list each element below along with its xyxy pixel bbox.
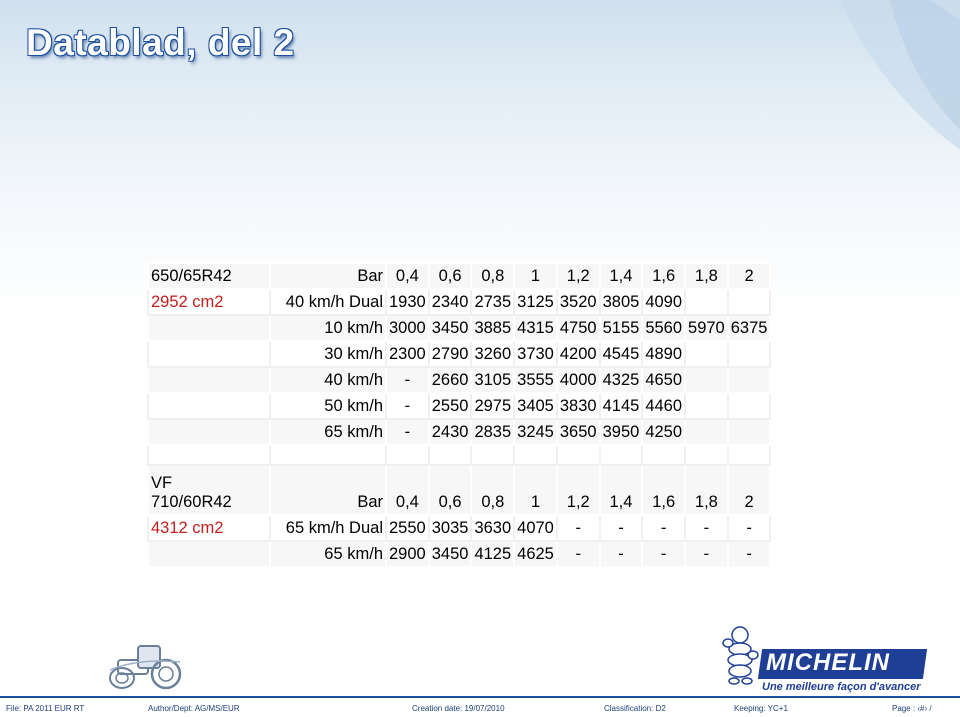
- value-cell: [685, 367, 728, 393]
- value-cell: -: [386, 367, 429, 393]
- value-cell: [685, 341, 728, 367]
- value-cell: 1: [514, 465, 557, 515]
- table-row: [148, 341, 770, 367]
- value-cell: [728, 341, 771, 367]
- row-label-cell: VF 710/60R42: [148, 465, 270, 515]
- value-cell: 0,4: [386, 465, 429, 515]
- condition-cell: 40 km/h: [270, 367, 386, 393]
- value-cell: [685, 289, 728, 315]
- value-cell: [600, 445, 643, 465]
- value-cell: 4200: [557, 341, 600, 367]
- value-cell: [386, 445, 429, 465]
- value-cell: 3950: [600, 419, 643, 445]
- value-cell: 1,6: [642, 263, 685, 289]
- row-label-cell: [148, 315, 270, 341]
- condition-cell: 65 km/h Dual: [270, 515, 386, 541]
- value-cell: [728, 419, 771, 445]
- table-row: [148, 367, 770, 393]
- value-cell: 5970: [685, 315, 728, 341]
- value-cell: 4145: [600, 393, 643, 419]
- value-cell: 2900: [386, 541, 429, 567]
- row-label-cell: [148, 541, 270, 567]
- tractor-icon: [108, 640, 190, 690]
- table-row: [148, 541, 770, 567]
- value-cell: 0,8: [471, 465, 514, 515]
- value-cell: [728, 289, 771, 315]
- value-cell: [728, 367, 771, 393]
- row-label-cell: 4312 cm2: [148, 515, 270, 541]
- value-cell: [728, 393, 771, 419]
- value-cell: 1930: [386, 289, 429, 315]
- value-cell: 2660: [429, 367, 472, 393]
- value-cell: [685, 419, 728, 445]
- value-cell: 4325: [600, 367, 643, 393]
- value-cell: -: [600, 515, 643, 541]
- condition-cell: Bar: [270, 263, 386, 289]
- table-row: [148, 393, 770, 419]
- row-label-cell: [148, 393, 270, 419]
- footer-file: File: PA 2011 EUR RT: [6, 704, 85, 713]
- value-cell: -: [600, 541, 643, 567]
- table-row: [148, 289, 770, 315]
- value-cell: 1,6: [642, 465, 685, 515]
- value-cell: 4070: [514, 515, 557, 541]
- value-cell: -: [386, 419, 429, 445]
- bibendum-icon: [720, 625, 760, 685]
- tire-data-table: [147, 262, 771, 568]
- footer-classification: Classification: D2: [604, 704, 666, 713]
- value-cell: 1: [514, 263, 557, 289]
- value-cell: 3830: [557, 393, 600, 419]
- value-cell: -: [557, 515, 600, 541]
- condition-cell: 40 km/h Dual: [270, 289, 386, 315]
- value-cell: -: [642, 515, 685, 541]
- value-cell: [557, 445, 600, 465]
- row-label-cell: [148, 367, 270, 393]
- value-cell: [685, 393, 728, 419]
- value-cell: 2550: [429, 393, 472, 419]
- value-cell: 3450: [429, 315, 472, 341]
- value-cell: 3405: [514, 393, 557, 419]
- value-cell: -: [386, 393, 429, 419]
- value-cell: 3520: [557, 289, 600, 315]
- value-cell: -: [642, 541, 685, 567]
- condition-cell: 10 km/h: [270, 315, 386, 341]
- footer-author: Author/Dept: AG/MS/EUR: [148, 704, 240, 713]
- value-cell: 1,4: [600, 263, 643, 289]
- row-label-cell: 650/65R42: [148, 263, 270, 289]
- value-cell: 3730: [514, 341, 557, 367]
- value-cell: 2550: [386, 515, 429, 541]
- value-cell: 5155: [600, 315, 643, 341]
- row-label-cell: 2952 cm2: [148, 289, 270, 315]
- footer-creation-date: Creation date: 19/07/2010: [412, 704, 505, 713]
- footer-keeping: Keeping: YC+1: [734, 704, 788, 713]
- value-cell: 3885: [471, 315, 514, 341]
- row-label-cell: [148, 445, 270, 465]
- value-cell: 1,2: [557, 465, 600, 515]
- value-cell: 3125: [514, 289, 557, 315]
- michelin-logo: [720, 625, 930, 695]
- value-cell: [728, 445, 771, 465]
- value-cell: 4890: [642, 341, 685, 367]
- value-cell: [642, 445, 685, 465]
- value-cell: 4460: [642, 393, 685, 419]
- value-cell: 3450: [429, 541, 472, 567]
- value-cell: 4315: [514, 315, 557, 341]
- value-cell: 2735: [471, 289, 514, 315]
- value-cell: -: [728, 515, 771, 541]
- value-cell: [471, 445, 514, 465]
- table-row: [148, 263, 770, 289]
- value-cell: 1,2: [557, 263, 600, 289]
- value-cell: 0,6: [429, 465, 472, 515]
- value-cell: 6375: [728, 315, 771, 341]
- table-row: [148, 465, 770, 515]
- logo-slogan: Une meilleure façon d'avancer: [762, 681, 921, 693]
- value-cell: 3035: [429, 515, 472, 541]
- value-cell: 2835: [471, 419, 514, 445]
- value-cell: 4625: [514, 541, 557, 567]
- value-cell: 3245: [514, 419, 557, 445]
- value-cell: 0,6: [429, 263, 472, 289]
- value-cell: 3650: [557, 419, 600, 445]
- value-cell: 3630: [471, 515, 514, 541]
- value-cell: 2975: [471, 393, 514, 419]
- value-cell: 1,8: [685, 465, 728, 515]
- condition-cell: 30 km/h: [270, 341, 386, 367]
- value-cell: 4000: [557, 367, 600, 393]
- condition-cell: 50 km/h: [270, 393, 386, 419]
- value-cell: -: [728, 541, 771, 567]
- slide-title: Datablad, del 2: [26, 22, 295, 63]
- condition-cell: 65 km/h: [270, 419, 386, 445]
- decorative-swoosh: [630, 0, 960, 150]
- value-cell: 0,8: [471, 263, 514, 289]
- condition-cell: Bar: [270, 465, 386, 515]
- value-cell: 2300: [386, 341, 429, 367]
- value-cell: 3805: [600, 289, 643, 315]
- footer-page: Page : ‹#› /: [892, 704, 932, 713]
- value-cell: 4750: [557, 315, 600, 341]
- table-body: [148, 263, 770, 567]
- value-cell: 1,8: [685, 263, 728, 289]
- logo-wordmark: MICHELIN: [766, 649, 890, 676]
- value-cell: 2340: [429, 289, 472, 315]
- value-cell: 2790: [429, 341, 472, 367]
- value-cell: 4250: [642, 419, 685, 445]
- value-cell: 4125: [471, 541, 514, 567]
- value-cell: 2: [728, 465, 771, 515]
- value-cell: -: [685, 541, 728, 567]
- value-cell: [514, 445, 557, 465]
- row-label-cell: [148, 419, 270, 445]
- value-cell: -: [557, 541, 600, 567]
- value-cell: 4650: [642, 367, 685, 393]
- value-cell: 3260: [471, 341, 514, 367]
- value-cell: [429, 445, 472, 465]
- table-row: [148, 445, 770, 465]
- value-cell: [685, 445, 728, 465]
- value-cell: 3000: [386, 315, 429, 341]
- value-cell: 4545: [600, 341, 643, 367]
- table-row: [148, 515, 770, 541]
- value-cell: 3555: [514, 367, 557, 393]
- value-cell: 0,4: [386, 263, 429, 289]
- value-cell: 3105: [471, 367, 514, 393]
- value-cell: -: [685, 515, 728, 541]
- table-row: [148, 419, 770, 445]
- condition-cell: [270, 445, 386, 465]
- condition-cell: 65 km/h: [270, 541, 386, 567]
- slide-footer: [0, 697, 960, 717]
- value-cell: 4090: [642, 289, 685, 315]
- value-cell: 2430: [429, 419, 472, 445]
- row-label-cell: [148, 341, 270, 367]
- value-cell: 2: [728, 263, 771, 289]
- table-row: [148, 315, 770, 341]
- value-cell: 1,4: [600, 465, 643, 515]
- value-cell: 5560: [642, 315, 685, 341]
